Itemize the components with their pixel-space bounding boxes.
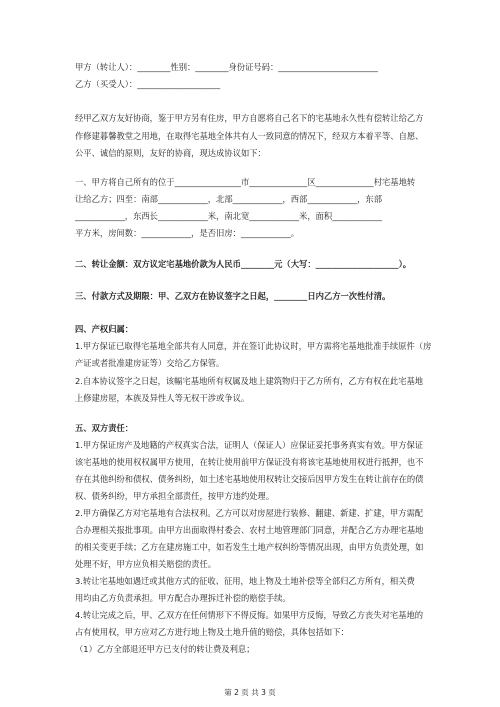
section-5-line-2: 该宅基地的使用权权属甲方使用，在转让使用前甲方保证没有将该宅基地使用权进行抵押，也不 (75, 457, 424, 467)
section-5-line-1: 1.甲方保证房产及地籍的产权真实合法，证明人（保证人）应保证妥托事务真实有效。甲方保证 (75, 440, 424, 450)
section-4-line-1: 1.甲方保证已取得宅基地全部共有人同意，并在签订此协议时，甲方需将宅基地批准手续原件（房 (75, 341, 432, 351)
clause-1-line-2: 让给乙方；四至：南部____________，北部____________，西部____________，东部 (75, 194, 382, 204)
section-4-heading: 四、产权归属： (75, 324, 134, 334)
party-a-line: 甲方（转让人）：________性别：________身份证号码：________________________ (75, 62, 378, 72)
section-5-line-5: 2.甲方确保乙方对宅基地有合法权利。乙方可以对房屋进行装修、翻建、新建、扩建，甲方需配 (75, 508, 424, 518)
intro-line-3: 公平、诚信的原则，友好的协商，现达成协议如下： (75, 148, 266, 158)
page-footer: 第 2 页 共 3 页 (224, 688, 276, 697)
section-5-line-6: 合办理相关报批事项。由甲方出面取得村委会、农村土地管理部门同意，并配合乙方办理宅基地 (75, 525, 424, 535)
section-4-line-4: 上修建房屋，本族及异性人等无权干涉或争议。 (75, 393, 250, 403)
clause-2-transfer-amount: 二、转让金额：双方议定宅基地价款为人民币________元（大写：____________________）。 (75, 259, 412, 269)
section-5-line-8: 处理不好，甲方应负相关赔偿的责任。 (75, 559, 217, 569)
intro-line-2: 作修建暮馨教堂之用地，在取得宅基地全体共有人一致同意的情况下，经双方本着平等、自愿、 (75, 131, 424, 141)
section-5-heading: 五、双方责任： (75, 423, 134, 433)
section-4-line-3: 2.自本协议签字之日起，该幅宅基地所有权属及地上建筑物归于乙方所有，乙方有权在此宅基地 (75, 376, 424, 386)
clause-1-line-3: ____________，东西长____________米，南北宽____________米，面积____________ (75, 211, 382, 221)
section-5-line-13: （1）乙方全部退还甲方已支付的转让费及利息； (75, 644, 255, 654)
section-5-line-4: 权、债务纠纷，甲方承担全部责任，按甲方违约处理。 (75, 491, 275, 501)
section-5-line-11: 4.转让完成之后，甲、乙双方在任何情形下不得反悔。如果甲方反悔，导致乙方丧失对宅基地的 (75, 610, 424, 620)
clause-3-payment-terms: 三、付款方式及期限：甲、乙双方在协议签字之日起，________日内乙方一次性付清。 (75, 291, 391, 301)
party-b-line: 乙方（买受人）：____________________ (75, 79, 221, 89)
section-5-line-12: 占有使用权，甲方应对乙方进行地上物及土地升值的赔偿，具体包括如下： (75, 627, 349, 637)
intro-line-1: 经甲乙双方友好协商，鉴于甲方另有住房，甲方自愿将自己名下的宅基地永久性有偿转让给乙方 (75, 113, 424, 123)
section-5-line-9: 3.转让宅基地如遇迁或其他方式的征收、征用，地上物及土地补偿等全部归乙方所有，相关费 (75, 576, 415, 586)
section-5-line-10: 用均由乙方负责承担。甲方配合办理拆迁补偿的赔偿手续。 (75, 593, 291, 603)
clause-1-line-1: 一、甲方将自己所有的位于________________市______________区______________村宅基地转 (75, 177, 416, 187)
section-5-line-3: 存在其他纠纷和债权、债务纠纷，如土述宅基地使用权转让交接后因甲方发生在转让前存在的债 (75, 474, 424, 484)
section-4-line-2: 产证或者批准建房证等）交给乙方保管。 (75, 358, 225, 368)
clause-1-line-4: 平方米，房间数：____________，是否旧房：____________。 (75, 228, 300, 238)
section-5-line-7: 的相关变更手续；乙方在建房施工中，如若发生土地产权纠纷等情况出现，由甲方负责处理，如 (75, 542, 424, 552)
